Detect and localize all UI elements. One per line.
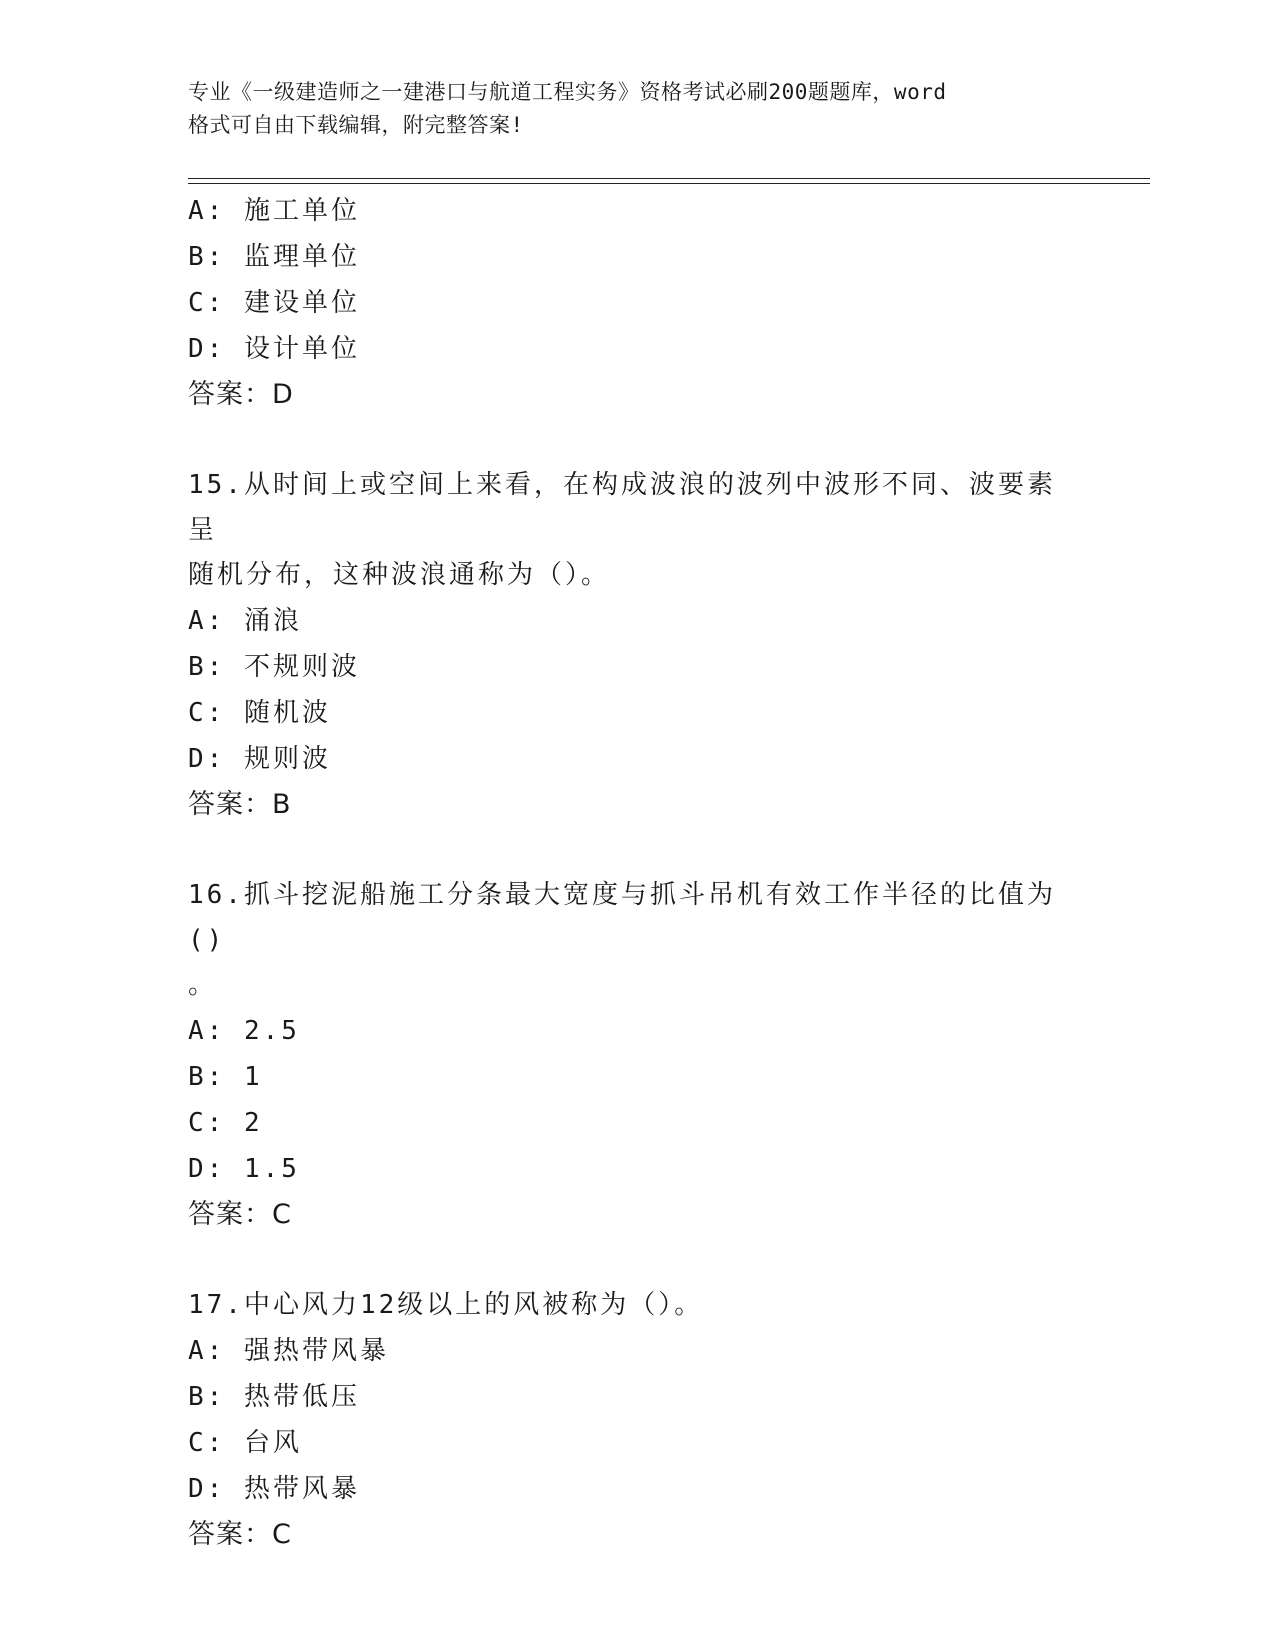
- answer-line: 答案：C: [188, 1199, 292, 1230]
- option-c: C: 台风: [188, 1428, 302, 1458]
- question-list: [188, 188, 1088, 1558]
- header-line-2: 格式可自由下载编辑，附完整答案!: [188, 113, 524, 137]
- answer-line: 答案：B: [188, 789, 292, 820]
- question-text: [188, 873, 1078, 1008]
- question-17: [188, 1283, 1088, 1558]
- question-text-line: 17.中心风力12级以上的风被称为（）。: [188, 1290, 704, 1320]
- option-a: A: 强热带风暴: [188, 1336, 389, 1366]
- previous-question-block: [188, 188, 1088, 418]
- option-b: B: 监理单位: [188, 242, 360, 272]
- option-d: D: 规则波: [188, 744, 331, 774]
- option-b: B: 不规则波: [188, 652, 360, 682]
- header-line-1: 专业《一级建造师之一建港口与航道工程实务》资格考试必刷200题题库，word: [188, 80, 947, 104]
- question-text-line: 随机分布，这种波浪通称为（）。: [188, 560, 611, 590]
- option-d: D: 热带风暴: [188, 1474, 360, 1504]
- header-divider-top: [188, 178, 1150, 179]
- question-text: [188, 1283, 1078, 1328]
- option-c: C: 建设单位: [188, 288, 360, 318]
- question-text-line: 15.从时间上或空间上来看，在构成波浪的波列中波形不同、波要素呈: [188, 470, 1056, 545]
- document-header: [188, 76, 1068, 142]
- option-d: D: 设计单位: [188, 334, 360, 364]
- option-b: B: 热带低压: [188, 1382, 360, 1412]
- question-text-line: 16.抓斗挖泥船施工分条最大宽度与抓斗吊机有效工作半径的比值为(): [188, 880, 1056, 955]
- answer-line: 答案：C: [188, 1519, 292, 1550]
- answer-line: 答案：D: [188, 379, 294, 410]
- option-c: C: 随机波: [188, 698, 331, 728]
- option-d: D: 1.5: [188, 1154, 300, 1184]
- question-15: [188, 463, 1088, 828]
- header-divider-bottom: [188, 183, 1150, 184]
- option-b: B: 1: [188, 1062, 263, 1092]
- option-a: A: 2.5: [188, 1016, 300, 1046]
- option-a: A: 施工单位: [188, 196, 360, 226]
- option-c: C: 2: [188, 1108, 263, 1138]
- option-a: A: 涌浪: [188, 606, 302, 636]
- question-text-line: 。: [188, 970, 218, 1000]
- question-16: [188, 873, 1088, 1238]
- question-text: [188, 463, 1078, 598]
